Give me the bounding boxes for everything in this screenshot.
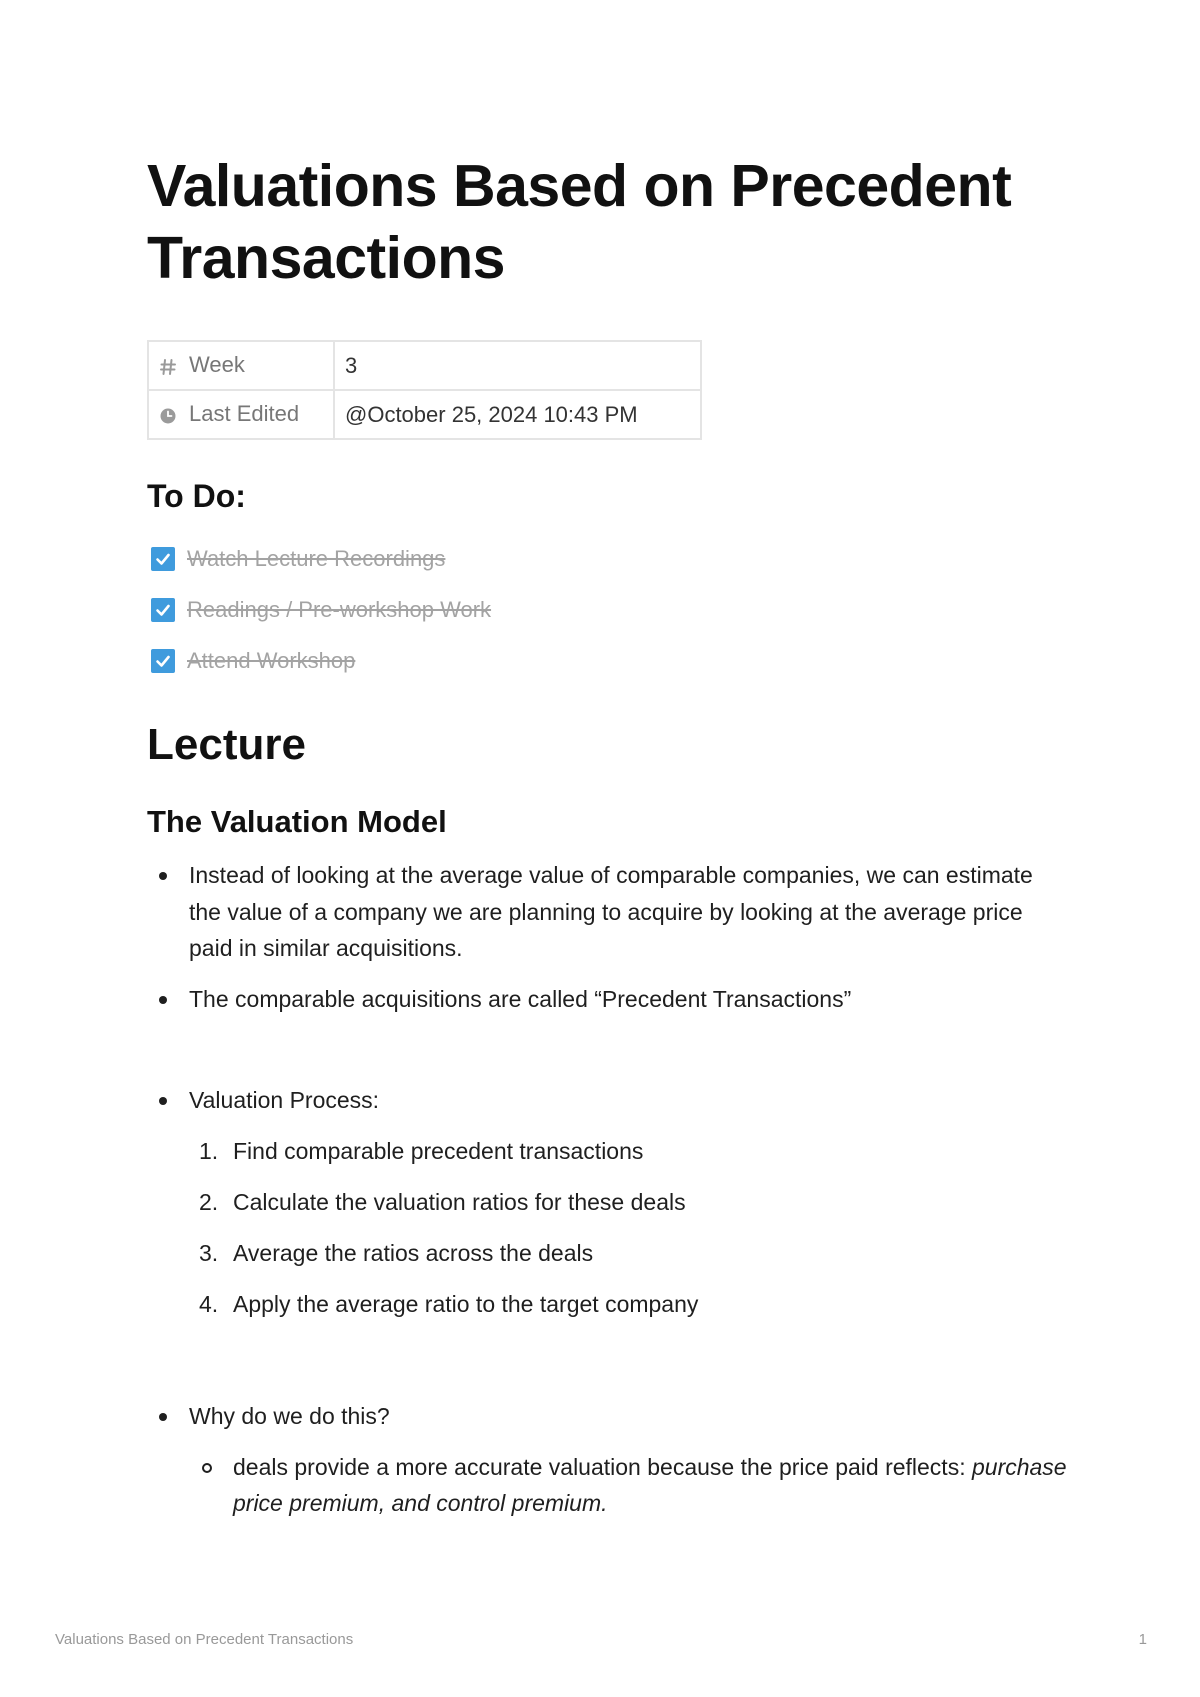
checked-checkbox[interactable] xyxy=(151,649,175,673)
list-item xyxy=(147,1398,1067,1522)
item-text: Apply the average ratio to the target company xyxy=(233,1290,699,1317)
list-item xyxy=(147,981,1067,1018)
bullet-dot xyxy=(159,872,167,880)
todo-heading: To Do: xyxy=(147,478,246,514)
property-key xyxy=(148,341,334,390)
numbered-item xyxy=(189,1235,1067,1286)
sub-bullet-list xyxy=(189,1449,1067,1522)
item-text: Calculate the valuation ratios for these deals xyxy=(233,1188,686,1215)
item-number: 2. xyxy=(199,1188,219,1215)
numbered-item xyxy=(189,1184,1067,1235)
todo-label: Readings / Pre-workshop Work xyxy=(187,596,492,622)
why-list xyxy=(147,1398,1067,1522)
todo-list xyxy=(147,533,491,686)
property-label-last-edited: Last Edited xyxy=(189,400,300,426)
valuation-process-list xyxy=(147,1082,1067,1337)
page-title: Valuations Based on Precedent Transactions xyxy=(147,153,1012,291)
bullet-text: Why do we do this? xyxy=(189,1403,390,1429)
item-text: Find comparable precedent transactions xyxy=(233,1137,644,1164)
emphasis-text: purchase price premium, and control premium. xyxy=(233,1453,1067,1516)
checked-checkbox[interactable] xyxy=(151,598,175,622)
hash-icon xyxy=(159,353,181,379)
checkmark-icon xyxy=(154,652,172,670)
bullet-text: The comparable acquisitions are called “Precedent Transactions” xyxy=(189,985,852,1012)
property-row-week xyxy=(148,341,701,390)
hollow-bullet xyxy=(202,1463,212,1473)
todo-item xyxy=(147,584,491,635)
bullet-dot xyxy=(159,996,167,1004)
list-item xyxy=(147,857,1067,967)
property-row-last-edited xyxy=(148,390,701,439)
properties-table xyxy=(147,340,702,440)
item-number: 1. xyxy=(199,1137,219,1164)
bullet-dot xyxy=(159,1097,167,1105)
bullet-list xyxy=(147,857,1067,1017)
bullet-text: Instead of looking at the average value of comparable companies, we can estimate the value of a company we are planning to acquire by looking at the average price paid in similar acquisitions. xyxy=(189,862,1033,961)
property-value-week[interactable]: 3 xyxy=(334,341,701,390)
numbered-list xyxy=(189,1133,1067,1337)
checked-checkbox[interactable] xyxy=(151,547,175,571)
item-number: 4. xyxy=(199,1290,219,1317)
numbered-item xyxy=(189,1286,1067,1337)
valuation-model-heading: The Valuation Model xyxy=(147,804,447,839)
todo-item xyxy=(147,533,491,584)
page-number: 1 xyxy=(1138,1631,1147,1648)
clock-icon xyxy=(159,402,181,428)
checkmark-icon xyxy=(154,601,172,619)
sub-bullet-text: deals provide a more accurate valuation because the price paid reflects: xyxy=(233,1453,972,1480)
bullet-dot xyxy=(159,1413,167,1421)
numbered-item xyxy=(189,1133,1067,1184)
todo-label: Watch Lecture Recordings xyxy=(187,545,446,571)
sub-list-item xyxy=(189,1449,1067,1522)
item-number: 3. xyxy=(199,1239,219,1266)
lecture-heading: Lecture xyxy=(147,720,306,769)
todo-label: Attend Workshop xyxy=(187,647,356,673)
todo-item xyxy=(147,635,491,686)
property-value-last-edited[interactable]: @October 25, 2024 10:43 PM xyxy=(334,390,701,439)
property-label-week: Week xyxy=(189,351,245,377)
footer-title: Valuations Based on Precedent Transactions xyxy=(55,1631,354,1648)
property-key xyxy=(148,390,334,439)
bullet-text: Valuation Process: xyxy=(189,1087,380,1113)
checkmark-icon xyxy=(154,550,172,568)
item-text: Average the ratios across the deals xyxy=(233,1239,594,1266)
list-item xyxy=(147,1082,1067,1337)
